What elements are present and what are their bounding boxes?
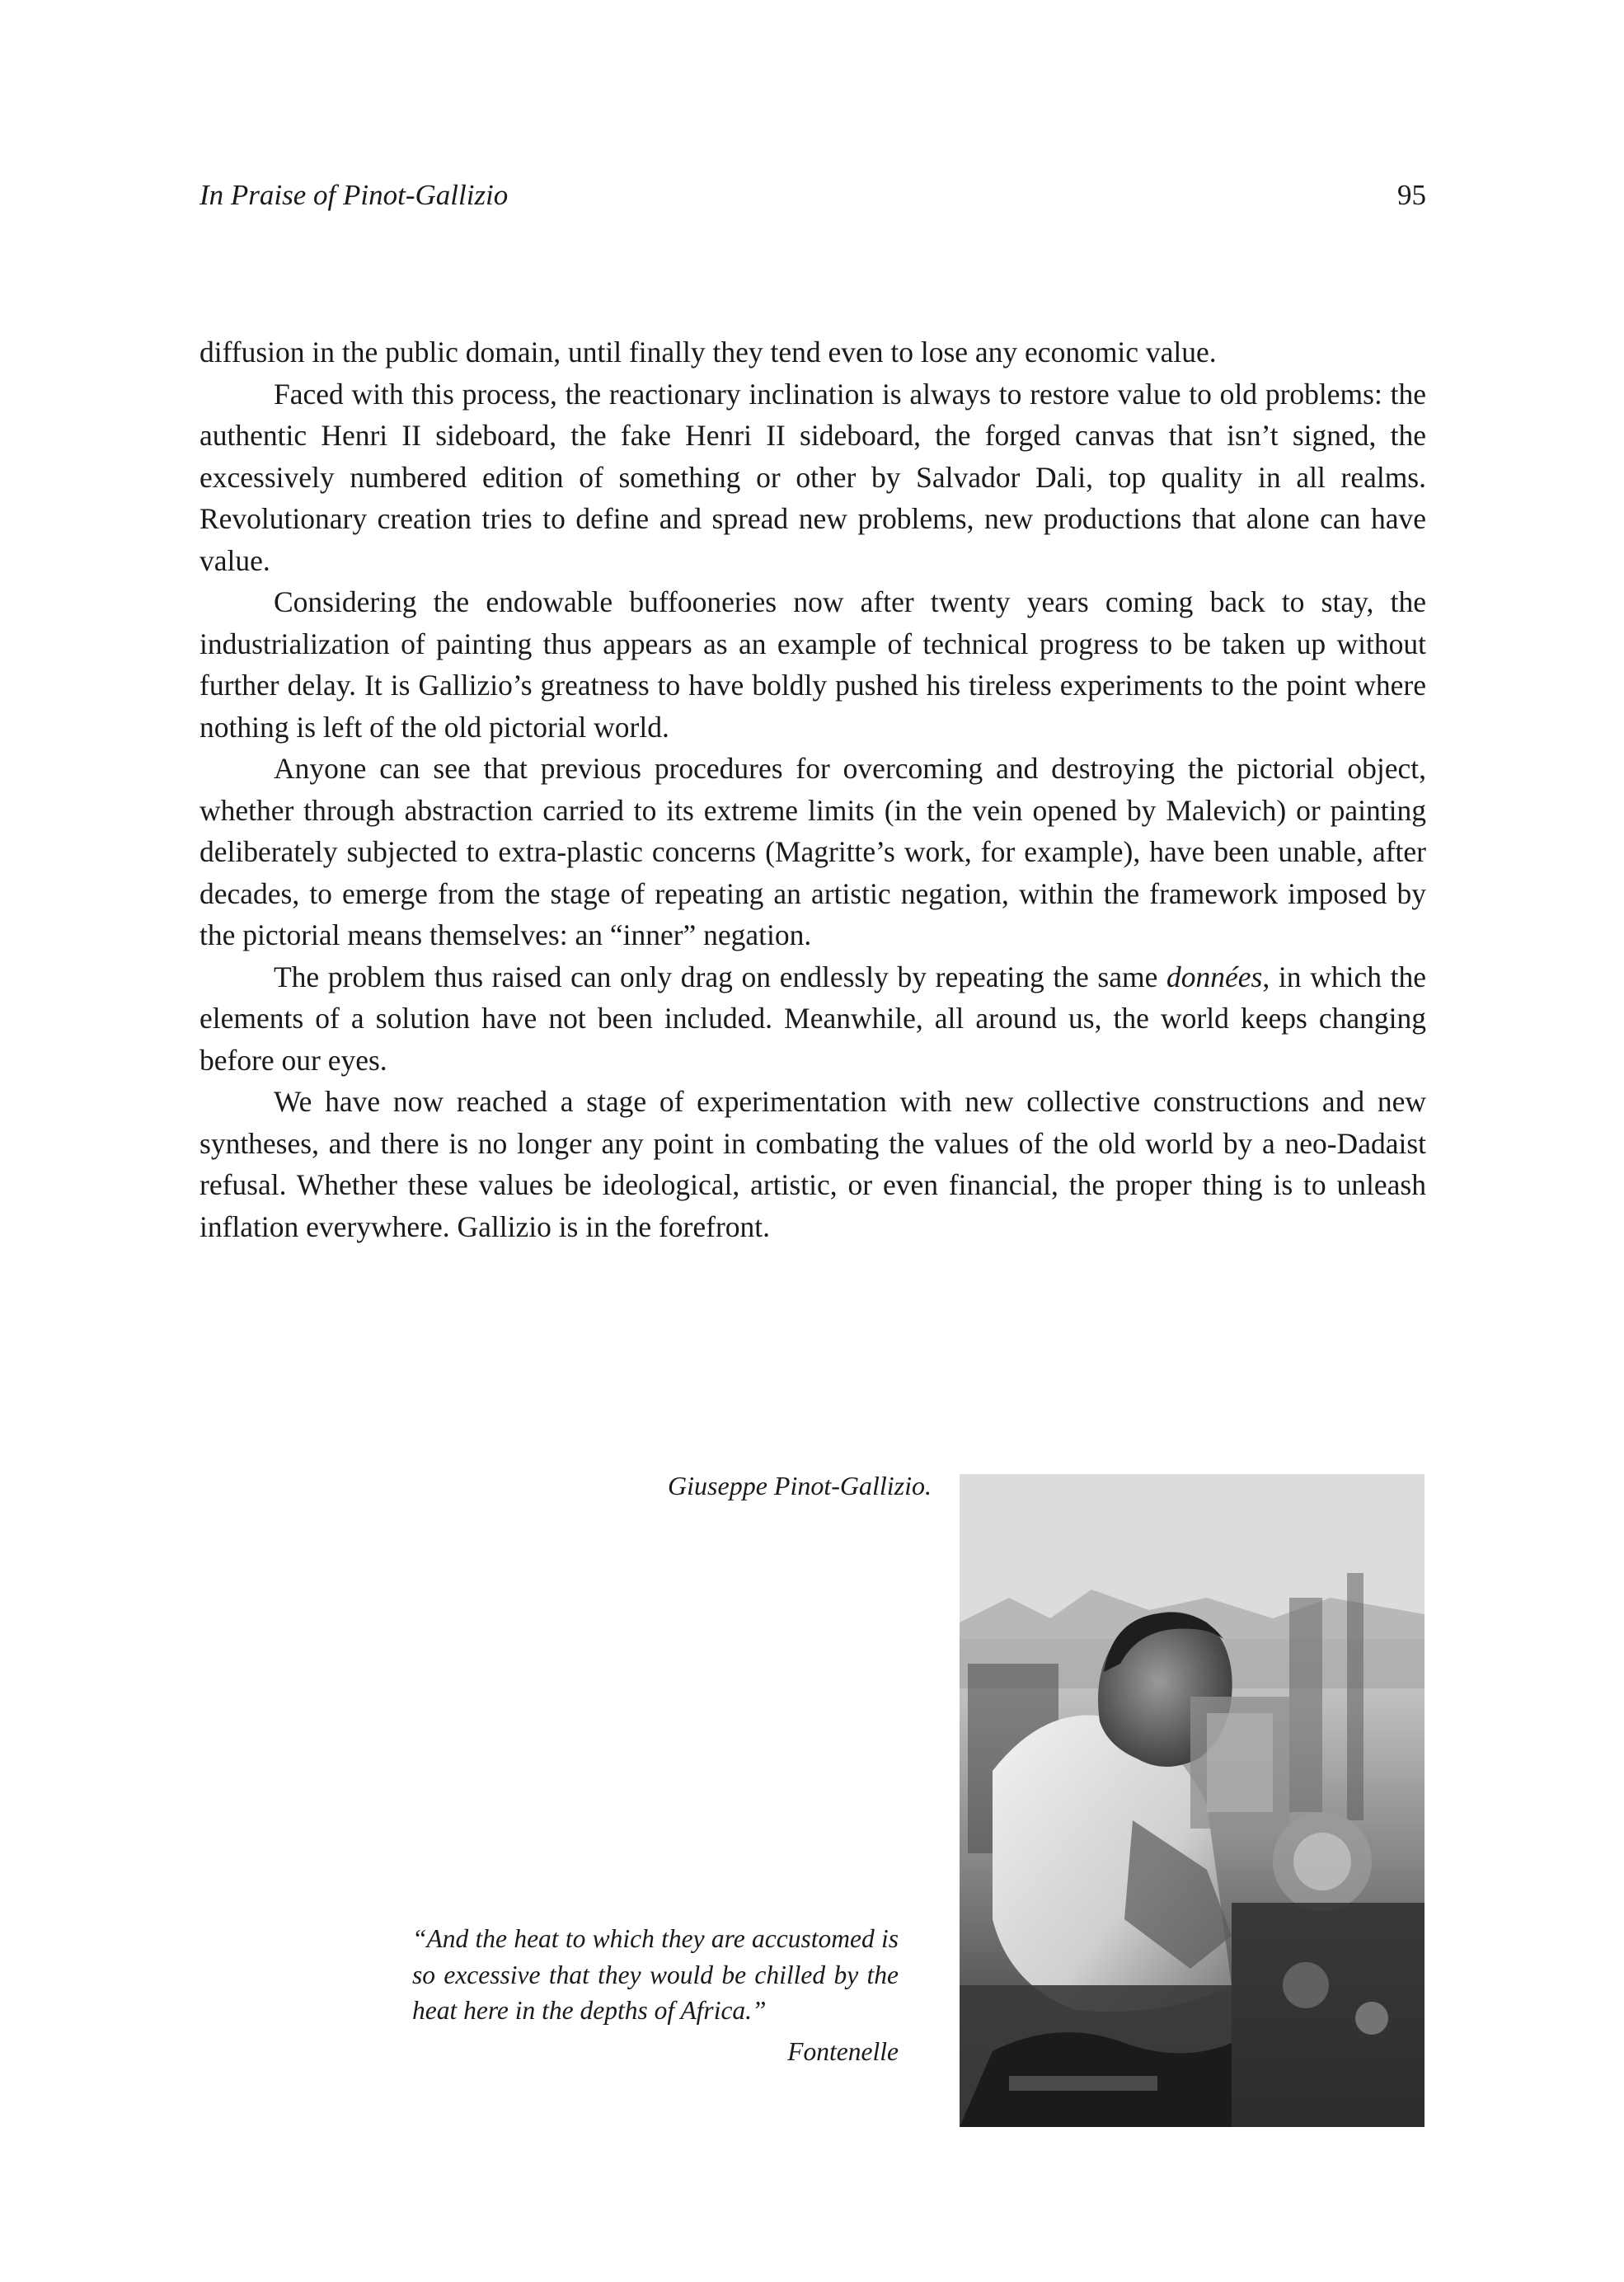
running-head bbox=[199, 175, 1426, 216]
running-title: In Praise of Pinot-Gallizio bbox=[199, 179, 509, 211]
paragraph-1: diffusion in the public domain, until finally they tend even to lose any economic value. bbox=[199, 336, 1217, 369]
portrait-photo-graphic bbox=[960, 1474, 1425, 2127]
portrait-photo bbox=[960, 1474, 1425, 2127]
body-text bbox=[199, 331, 1426, 1247]
paragraph-5-lead: The problem thus raised can only drag on endlessly by repeating the same bbox=[274, 960, 1167, 993]
paragraph-5-rest: , in which the elements of a solution have not been included. Meanwhile, all around us, the world keeps changing before our eyes. bbox=[199, 960, 1426, 1077]
paragraph-2: Faced with this process, the reactionary inclination is always to restore value to old problems: the authentic Henri II sideboard, the fake Henri II sideboard, the forged canvas that isn’t signed, the excessively numbered edition of something or other by Salvador Dali, top quality in all realms. Revolutionary creation tries to define and spread new problems, new productions that alone can have value. bbox=[199, 377, 1426, 577]
paragraph-4: Anyone can see that previous procedures for overcoming and destroying the pictorial object, whether through abstraction carried to its extreme limits (in the vein opened by Malevich) or painting deliberately subjected to extra-plastic concerns (Magritte’s work, for example), have been unable, after decades, to emerge from the stage of repeating an artistic negation, within the framework imposed by the pictorial means themselves: an “inner” negation. bbox=[199, 752, 1426, 951]
epigraph-quote: “And the heat to which they are accustomed is so excessive that they would be chilled by the heat here in the depths of Africa.” bbox=[412, 1924, 899, 2025]
epigraph-author: Fontenelle bbox=[787, 2036, 899, 2066]
paragraph-6: We have now reached a stage of experimentation with new collective constructions and new syntheses, and there is no longer any point in combating the values of the old world by a neo-Dadaist refusal. Whether these values be ideological, artistic, or even financial, the proper thing is to unleash inflation everywhere. Gallizio is in the forefront. bbox=[199, 1085, 1426, 1243]
paragraph-3: Considering the endowable buffooneries now after twenty years coming back to stay, the industrialization of painting thus appears as an example of technical progress to be taken up without further delay. It is Gallizio’s greatness to have boldly pushed his tireless experiments to the point where nothing is left of the old pictorial world. bbox=[199, 585, 1426, 744]
paragraph-5 bbox=[199, 956, 1426, 1082]
epigraph bbox=[412, 1921, 899, 2069]
page-number: 95 bbox=[1397, 179, 1426, 211]
paragraph-5-italic-term: données bbox=[1166, 960, 1263, 993]
figure-caption: Giuseppe Pinot-Gallizio. bbox=[668, 1471, 932, 1500]
